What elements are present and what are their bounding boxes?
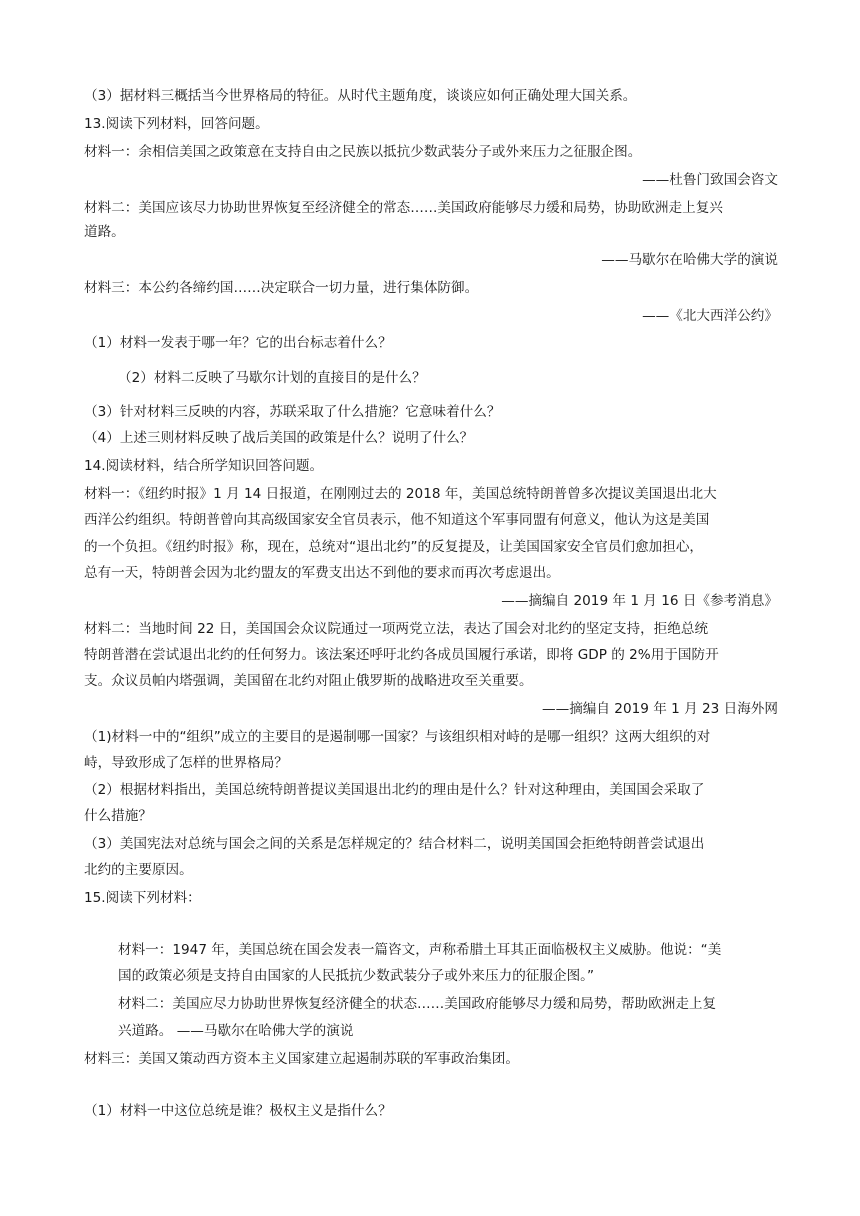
- q14-material2-line2: 特朗普潜在尝试退出北约的任何努力。该法案还呼吁北约各成员国履行承诺，即将 GDP 的 2%用于国防开: [84, 647, 719, 663]
- q13-sub2: （2）材料二反映了马歇尔计划的直接目的是什么？: [118, 370, 426, 386]
- q13-source3: ——《北大西洋公约》: [642, 308, 778, 324]
- q15-material3: 材料三：美国又策动西方资本主义国家建立起遏制苏联的军事政治集团。: [84, 1051, 519, 1067]
- q14-sub2-line1: （2）根据材料指出，美国总统特朗普提议美国退出北约的理由是什么？针对这种理由，美国国会采取了: [84, 782, 705, 798]
- q13-material2-line2: 道路。: [84, 224, 125, 240]
- q15-material2-line2: 兴道路。 ——马歇尔在哈佛大学的演说: [118, 1023, 354, 1039]
- q14-sub2-line2: 什么措施？: [84, 808, 152, 824]
- q14-source2: ——摘编自 2019 年 1 月 23 日海外网: [542, 701, 778, 717]
- q14-sub3-line2: 北约的主要原因。: [84, 862, 193, 878]
- q14-material1-line4: 总有一天，特朗普会因为北约盟友的军费支出达不到他的要求而再次考虑退出。: [84, 565, 560, 581]
- q15-material1-line2: 国的政策必须是支持自由国家的人民抵抗少数武装分子或外来压力的征服企图。”: [118, 968, 595, 984]
- q14-material1-line1: 材料一：《纽约时报》1 月 14 日报道，在刚刚过去的 2018 年，美国总统特朗普曾多次提议美国退出北大: [84, 486, 717, 502]
- q13-sub3: （3）针对材料三反映的内容，苏联采取了什么措施？它意味着什么？: [84, 404, 501, 420]
- q15-sub1: （1）材料一中这位总统是谁？极权主义是指什么？: [84, 1103, 392, 1119]
- q13-sub4: （4）上述三则材料反映了战后美国的政策是什么？说明了什么？: [84, 430, 474, 446]
- q13-material3: 材料三：本公约各缔约国……决定联合一切力量，进行集体防御。: [84, 280, 479, 296]
- q12-sub3: （3）据材料三概括当今世界格局的特征。从时代主题角度，谈谈应如何正确处理大国关系。: [84, 88, 637, 104]
- q13-material1: 材料一：余相信美国之政策意在支持自由之民族以抵抗少数武装分子或外来压力之征服企图。: [84, 144, 642, 160]
- q14-material1-line2: 西洋公约组织。特朗普曾向其高级国家安全官员表示，他不知道这个军事同盟有何意义，他认为这是美国: [84, 512, 710, 528]
- q14-heading: 14.阅读材料，结合所学知识回答问题。: [84, 458, 324, 474]
- q14-material2-line3: 支。众议员帕内塔强调，美国留在北约对阻止俄罗斯的战略进攻至关重要。: [84, 673, 533, 689]
- q13-material2-line1: 材料二：美国应该尽力协助世界恢复至经济健全的常态……美国政府能够尽力缓和局势，协助欧洲走上复兴: [84, 200, 723, 216]
- q14-material1-line3: 的一个负担。《纽约时报》称，现在，总统对“退出北约”的反复提及，让美国国家安全官员们愈加担心，: [84, 539, 704, 555]
- q15-material1-line1: 材料一：1947 年，美国总统在国会发表一篇咨文，声称希腊土耳其正面临极权主义威胁。他说：“美: [118, 942, 722, 958]
- q15-heading: 15.阅读下列材料：: [84, 890, 201, 906]
- q15-material2-line1: 材料二：美国应尽力协助世界恢复经济健全的状态……美国政府能够尽力缓和局势，帮助欧洲走上复: [118, 996, 717, 1012]
- q14-sub1-line1: （1)材料一中的“组织”成立的主要目的是遏制哪一国家？与该组织相对峙的是哪一组织？这两大组织的对: [84, 729, 711, 745]
- q14-material2-line1: 材料二：当地时间 22 日，美国国会众议院通过一项两党立法，表达了国会对北约的坚定支持，拒绝总统: [84, 621, 709, 637]
- q13-heading: 13.阅读下列材料，回答问题。: [84, 116, 269, 132]
- q13-source1: ——杜鲁门致国会咨文: [642, 172, 778, 188]
- q13-source2: ——马歇尔在哈佛大学的演说: [601, 252, 778, 268]
- q13-sub1: （1）材料一发表于哪一年？它的出台标志着什么？: [84, 335, 392, 351]
- q14-sub1-line2: 峙，导致形成了怎样的世界格局？: [84, 755, 288, 771]
- q14-source1: ——摘编自 2019 年 1 月 16 日《参考消息》: [501, 593, 778, 609]
- q14-sub3-line1: （3）美国宪法对总统与国会之间的关系是怎样规定的？结合材料二，说明美国国会拒绝特朗普尝试退出: [84, 836, 705, 852]
